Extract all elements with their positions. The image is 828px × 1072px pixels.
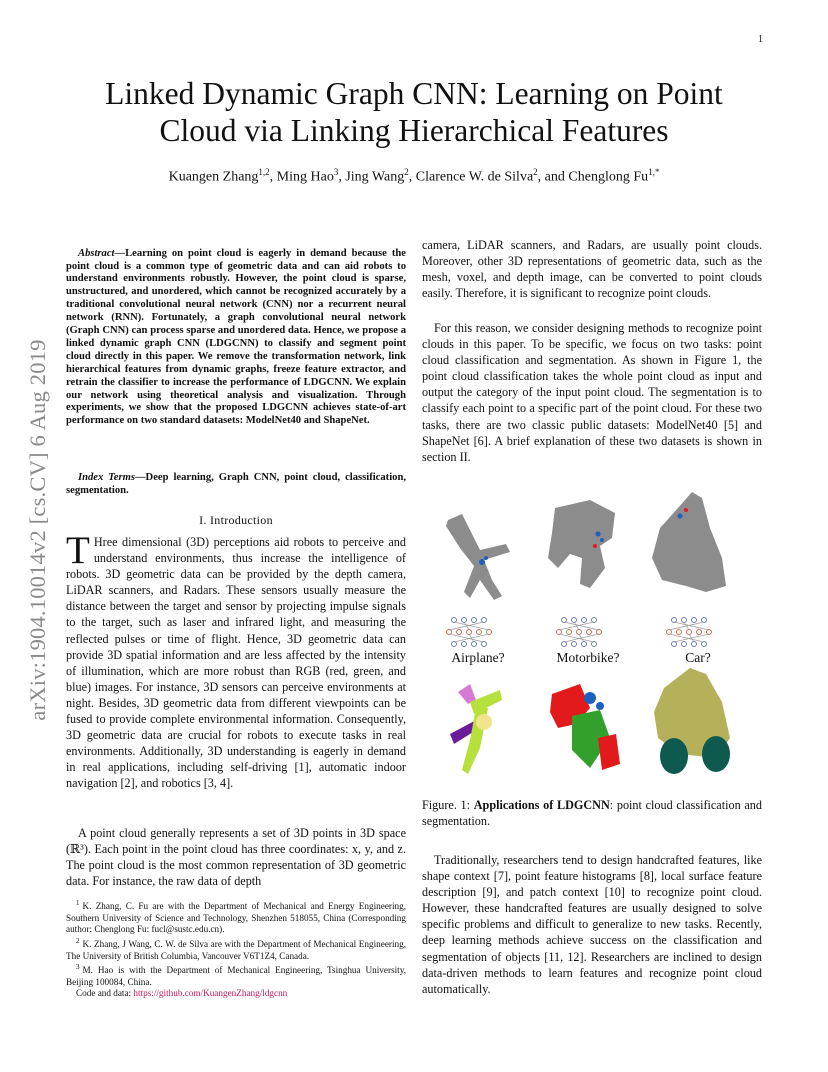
section-heading: I. Introduction [199, 513, 273, 527]
page-number: 1 [758, 34, 763, 45]
footnote [66, 962, 406, 988]
footnote-marker: 3 [76, 963, 80, 972]
airplane-point-cloud [446, 514, 510, 600]
footnote-text: K. Zhang, J Wang, C. W. de Silva are with the Department of Mechanical Engineering, The University of British Columbia, Vancouver V6T1Z4, Canada. [66, 938, 406, 961]
intro-paragraph-1 [66, 529, 406, 792]
right-paragraph-3 [422, 852, 762, 997]
author-affiliation: 2 [533, 167, 538, 177]
footnote-marker: 2 [76, 936, 80, 945]
intro-paragraph-2 [66, 825, 406, 889]
segmented-car [654, 668, 730, 774]
author-separator: , [269, 169, 277, 185]
index-terms-label: Index Terms [78, 471, 135, 483]
network-diagram-car [667, 618, 712, 647]
author-affiliation: 1,2 [258, 167, 270, 177]
abstract-text: —Learning on point cloud is eagerly in demand because the point cloud is a common type of geometric data and can aid robots to understand environments robustly. However, the point cloud is sparse, unstructured, and unordered, which cannot be recognized accurately by a traditional convolutional neural network (CNN) nor a recurrent neural network (RNN). Fortunately, a graph convolutional neural network (Graph CNN) can process sparse and unordered data. Hence, we propose a linked dynamic graph CNN (LDGCNN) to classify and segment point cloud directly in this paper. We remove the transformation network, link hierarchical features from dynamic graphs, freeze feature extractor, and retrain the classifier to increase the performance of LDGCNN. We explain our network using theoretical analysis and visualization. Through experiments, we show that the proposed LDGCNN achieves state-of-art performance on two standard datasets: ModelNet40 and ShapeNet. [66, 247, 406, 427]
figure-label-car: Car? [685, 650, 711, 665]
paper-title [60, 75, 768, 149]
title-line-1: Linked Dynamic Graph CNN: Learning on Point [105, 76, 723, 111]
figure-1-graphic [440, 488, 740, 778]
author-name: Chenglong Fu [568, 169, 649, 185]
author-affiliation: 2 [404, 167, 409, 177]
author-name: Ming Hao [276, 169, 334, 185]
figure-label-airplane: Airplane? [451, 650, 505, 665]
figure-label-motorbike: Motorbike? [556, 650, 620, 665]
code-link[interactable]: https://github.com/KuangenZhang/ldgcnn [133, 988, 288, 999]
footnote [66, 898, 406, 936]
car-point-cloud [652, 492, 726, 592]
author-separator: , [338, 169, 346, 185]
caption-prefix: Figure. 1: [422, 798, 474, 812]
title-line-2: Cloud via Linking Hierarchical Features [159, 113, 669, 148]
segmented-motorbike [550, 684, 620, 770]
footnotes [66, 898, 406, 1000]
index-terms-text: —Deep learning, Graph CNN, point cloud, classification, segmentation. [66, 471, 406, 496]
classifier-network-diagrams [447, 618, 712, 647]
author-name: Clarence W. de Silva [415, 169, 534, 185]
caption-text: : point cloud classification and segmentation. [422, 798, 762, 828]
intro-paragraph-1-text: Hree dimensional (3D) perceptions aid robots to perceive and understand environments, thus increase the intelligence of robots. 3D geometric data can be provided by the depth camera, LiDAR scanners, and Radars. These sensors usually measure the distance between the target and sensor by projecting impulse signals to the target, such as laser and infrared light, and measuring the reflected pulses or time of flight. Hence, 3D geometric data can provide 3D spatial information and are less affected by the intensity of illumination, which are more robust than RGB (red, green, and blue) images. For instance, 3D sensors can perceive environments at night. Besides, 3D geometric data from different viewpoints can be fused to provide complete environmental information. Consequently, 3D geometric data are crucial for robots to execute tasks in real environments. Additionally, 3D understanding is eagerly in demand in real applications, including self-driving [1], automatic indoor navigation [2], and robotics [3, 4]. [66, 535, 406, 791]
footnote-text: K. Zhang, C. Fu are with the Department of Mechanical and Energy Engineering, Southern University of Science and Technology, Shenzhen 518055, China (Corresponding author: Chenglong Fu: fucl@sustc.edu.cn). [66, 901, 406, 935]
author-list [60, 167, 768, 186]
right-paragraph-1-text: camera, LiDAR scanners, and Radars, are usually point clouds. Moreover, other 3D representations of geometric data, such as the mesh, voxel, and depth image, can be converted to point clouds easily. Therefore, it is significant to recognize point clouds. [422, 238, 762, 301]
figure-1 [440, 488, 740, 778]
motorbike-point-cloud [548, 500, 615, 588]
index-terms [66, 461, 406, 508]
right-paragraph-3-text: Traditionally, researchers tend to design handcrafted features, like shape context [7], point feature histograms [8], local surface feature description [9], and patch context [10] to recognize point cloud. However, these handcrafted features are usually designed to solve specific problems and difficult to generalize to new tasks. Recently, deep learning methods achieve success on the classification and segmentation of objects [11, 12]. Researchers are inclined to design data-driven methods to learn features and recognize point cloud automatically. [422, 853, 762, 996]
footnote-text: M. Hao is with the Department of Mechanical Engineering, Tsinghua University, Beijing 100084, China. [66, 965, 406, 987]
figure-caption [422, 797, 762, 829]
author-name: Kuangen Zhang [168, 169, 259, 185]
footnote-marker: 1 [76, 899, 80, 907]
abstract [66, 237, 406, 439]
network-diagram-motorbike [557, 618, 602, 647]
author-affiliation: 3 [333, 167, 339, 177]
author-separator: , [408, 169, 416, 185]
arxiv-identifier: arXiv:1904.10014v2 [cs.CV] 6 Aug 2019 [25, 339, 50, 721]
author-affiliation: 1,* [648, 167, 660, 177]
intro-paragraph-2-text: A point cloud generally represents a set of 3D points in 3D space (ℝ³). Each point in the point cloud has three coordinates: x, y, and z. The point cloud is the most common representation of 3D geometric data. For instance, the raw data of depth [66, 826, 406, 889]
footnote [66, 936, 406, 962]
caption-title: Applications of LDGCNN [473, 798, 610, 812]
author-name: Jing Wang [345, 169, 405, 185]
right-paragraph-2 [422, 320, 762, 465]
abstract-label: Abstract [78, 247, 115, 259]
code-availability [66, 988, 406, 1000]
drop-cap: T [66, 529, 90, 572]
right-paragraph-2-text: For this reason, we consider designing methods to recognize point clouds in this paper. To be specific, we focus on two tasks: point cloud classification and segmentation. As shown in Figure 1, the point cloud classification takes the whole point cloud as input and output the category of the input point cloud. The segmentation is to classify each point to a specific part of the point cloud. For these two tasks, there are two classic public datasets: ModelNet40 [5] and ShapeNet [6]. A brief explanation of these two datasets is shown in section II. [422, 321, 762, 464]
network-diagram-airplane [447, 618, 492, 647]
right-paragraph-1 [422, 237, 762, 301]
author-separator: , and [537, 169, 569, 185]
code-label: Code and data: [76, 988, 134, 999]
segmented-airplane [450, 684, 502, 774]
